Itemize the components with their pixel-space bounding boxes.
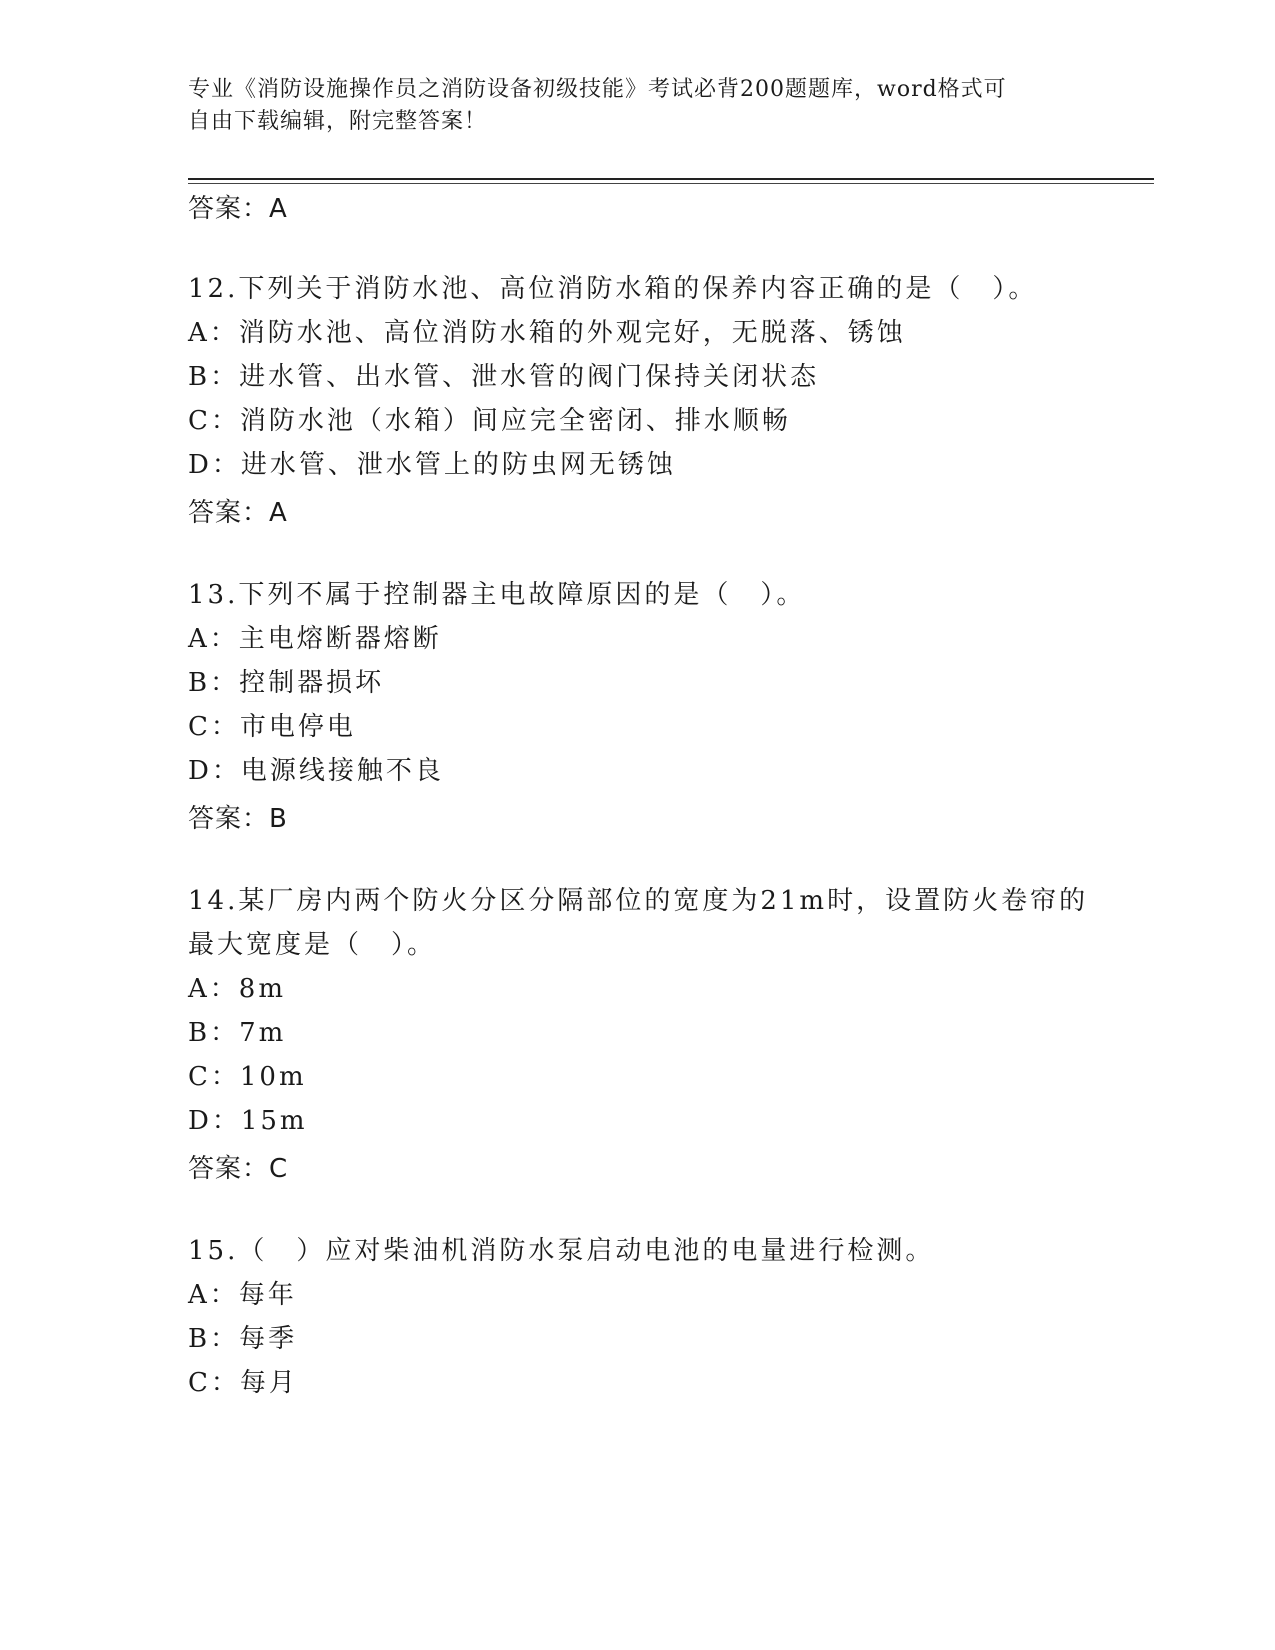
question-12-option-d: D：进水管、泄水管上的防虫网无锈蚀 <box>188 450 676 480</box>
question-14-option-a: A：8m <box>188 974 286 1004</box>
question-13-option-b: B：控制器损坏 <box>188 668 385 698</box>
question-14-stem-line-1: 14.某厂房内两个防火分区分隔部位的宽度为21m时，设置防火卷帘的 <box>188 886 1089 916</box>
question-12-option-b: B：进水管、出水管、泄水管的阀门保持关闭状态 <box>188 362 820 392</box>
question-15-option-b: B：每季 <box>188 1324 298 1354</box>
question-15-stem: 15.（ ）应对柴油机消防水泵启动电池的电量进行检测。 <box>188 1236 935 1266</box>
question-12-option-a: A：消防水池、高位消防水箱的外观完好，无脱落、锈蚀 <box>188 318 906 348</box>
question-14-option-c: C：10m <box>188 1062 307 1092</box>
question-13-option-d: D：电源线接触不良 <box>188 756 444 786</box>
question-15-option-c: C：每月 <box>188 1368 298 1398</box>
question-12-option-c: C：消防水池（水箱）间应完全密闭、排水顺畅 <box>188 406 791 436</box>
header-line-1: 专业《消防设施操作员之消防设备初级技能》考试必背200题题库，word格式可 <box>188 77 1007 102</box>
answer-q13: 答案：B <box>188 804 288 834</box>
question-13-stem: 13.下列不属于控制器主电故障原因的是（ ）。 <box>188 580 806 610</box>
question-14-option-b: B：7m <box>188 1018 287 1048</box>
header-divider-thick <box>188 178 1154 180</box>
question-15-option-a: A：每年 <box>188 1280 297 1310</box>
question-12-stem: 12.下列关于消防水池、高位消防水箱的保养内容正确的是（ ）。 <box>188 274 1038 304</box>
header-divider-thin <box>188 183 1154 184</box>
answer-q14: 答案：C <box>188 1154 289 1184</box>
question-14-stem-line-2: 最大宽度是（ ）。 <box>188 930 437 960</box>
answer-q12: 答案：A <box>188 498 288 528</box>
header-line-2: 自由下载编辑，附完整答案！ <box>188 109 488 134</box>
question-13-option-a: A：主电熔断器熔断 <box>188 624 442 654</box>
question-14-option-d: D：15m <box>188 1106 308 1136</box>
document-header <box>188 74 1088 138</box>
question-13-option-c: C：市电停电 <box>188 712 356 742</box>
answer-q11: 答案：A <box>188 194 288 224</box>
